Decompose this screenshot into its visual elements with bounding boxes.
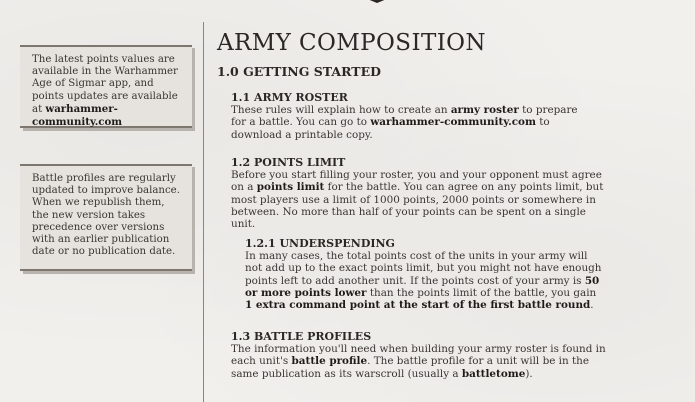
section-body: The information you'll need when building your army roster is found in each unit's battle profile. The battle profile for a unit will be in the same publication as its warscroll (usually a battletome).	[231, 343, 606, 380]
sidebar-note-profiles-text: Battle profiles are regularly updated to improve balance. When we republish them, the new version takes precedence over versions with an earlier publication date or no publication date.	[32, 173, 180, 258]
sidebar-note-profiles	[20, 164, 192, 271]
section-body: In many cases, the total points cost of the units in your army will not add up to the exact points limit, but you might not have enough points left to add another unit. If the points cost of your army is 50 or more points lower than the points limit of the battle, you gain 1 extra command point at the start of the first battle round.	[245, 250, 602, 312]
section-heading: 1.2 POINTS LIMIT	[231, 156, 346, 169]
section-heading: 1.2.1 UNDERSPENDING	[245, 237, 395, 250]
section-heading: 1.3 BATTLE PROFILES	[231, 330, 372, 343]
sidebar-note-points	[20, 45, 192, 128]
sidebar-note-points-link[interactable]: warhammer-community.com	[32, 102, 123, 129]
page-title: ARMY COMPOSITION	[217, 30, 486, 56]
section-army-roster	[231, 92, 591, 141]
section-body: These rules will explain how to create an army roster to prepare for a battle. You can go to warhammer-community.com to download a printable copy.	[231, 104, 578, 141]
section-underspending	[245, 238, 605, 311]
column-divider	[203, 22, 204, 402]
sidebar-note-points-text: The latest points values are available in the Warhammer Age of Sigmar app, and points updates are available at	[32, 54, 178, 115]
community-link[interactable]: warhammer-community.com	[370, 116, 536, 129]
top-ornament-icon	[355, 0, 399, 4]
section-title: 1.0 GETTING STARTED	[217, 64, 381, 79]
section-heading: 1.1 ARMY ROSTER	[231, 91, 348, 104]
section-points-limit	[231, 157, 611, 230]
section-body: Before you start filling your roster, you and your opponent must agree on a points limit for the battle. You can agree on any points limit, but most players use a limit of 1000 points, 2000 points or somewhere in between. No more than half of your points can be spent on a single unit.	[231, 169, 604, 231]
section-battle-profiles	[231, 331, 611, 380]
